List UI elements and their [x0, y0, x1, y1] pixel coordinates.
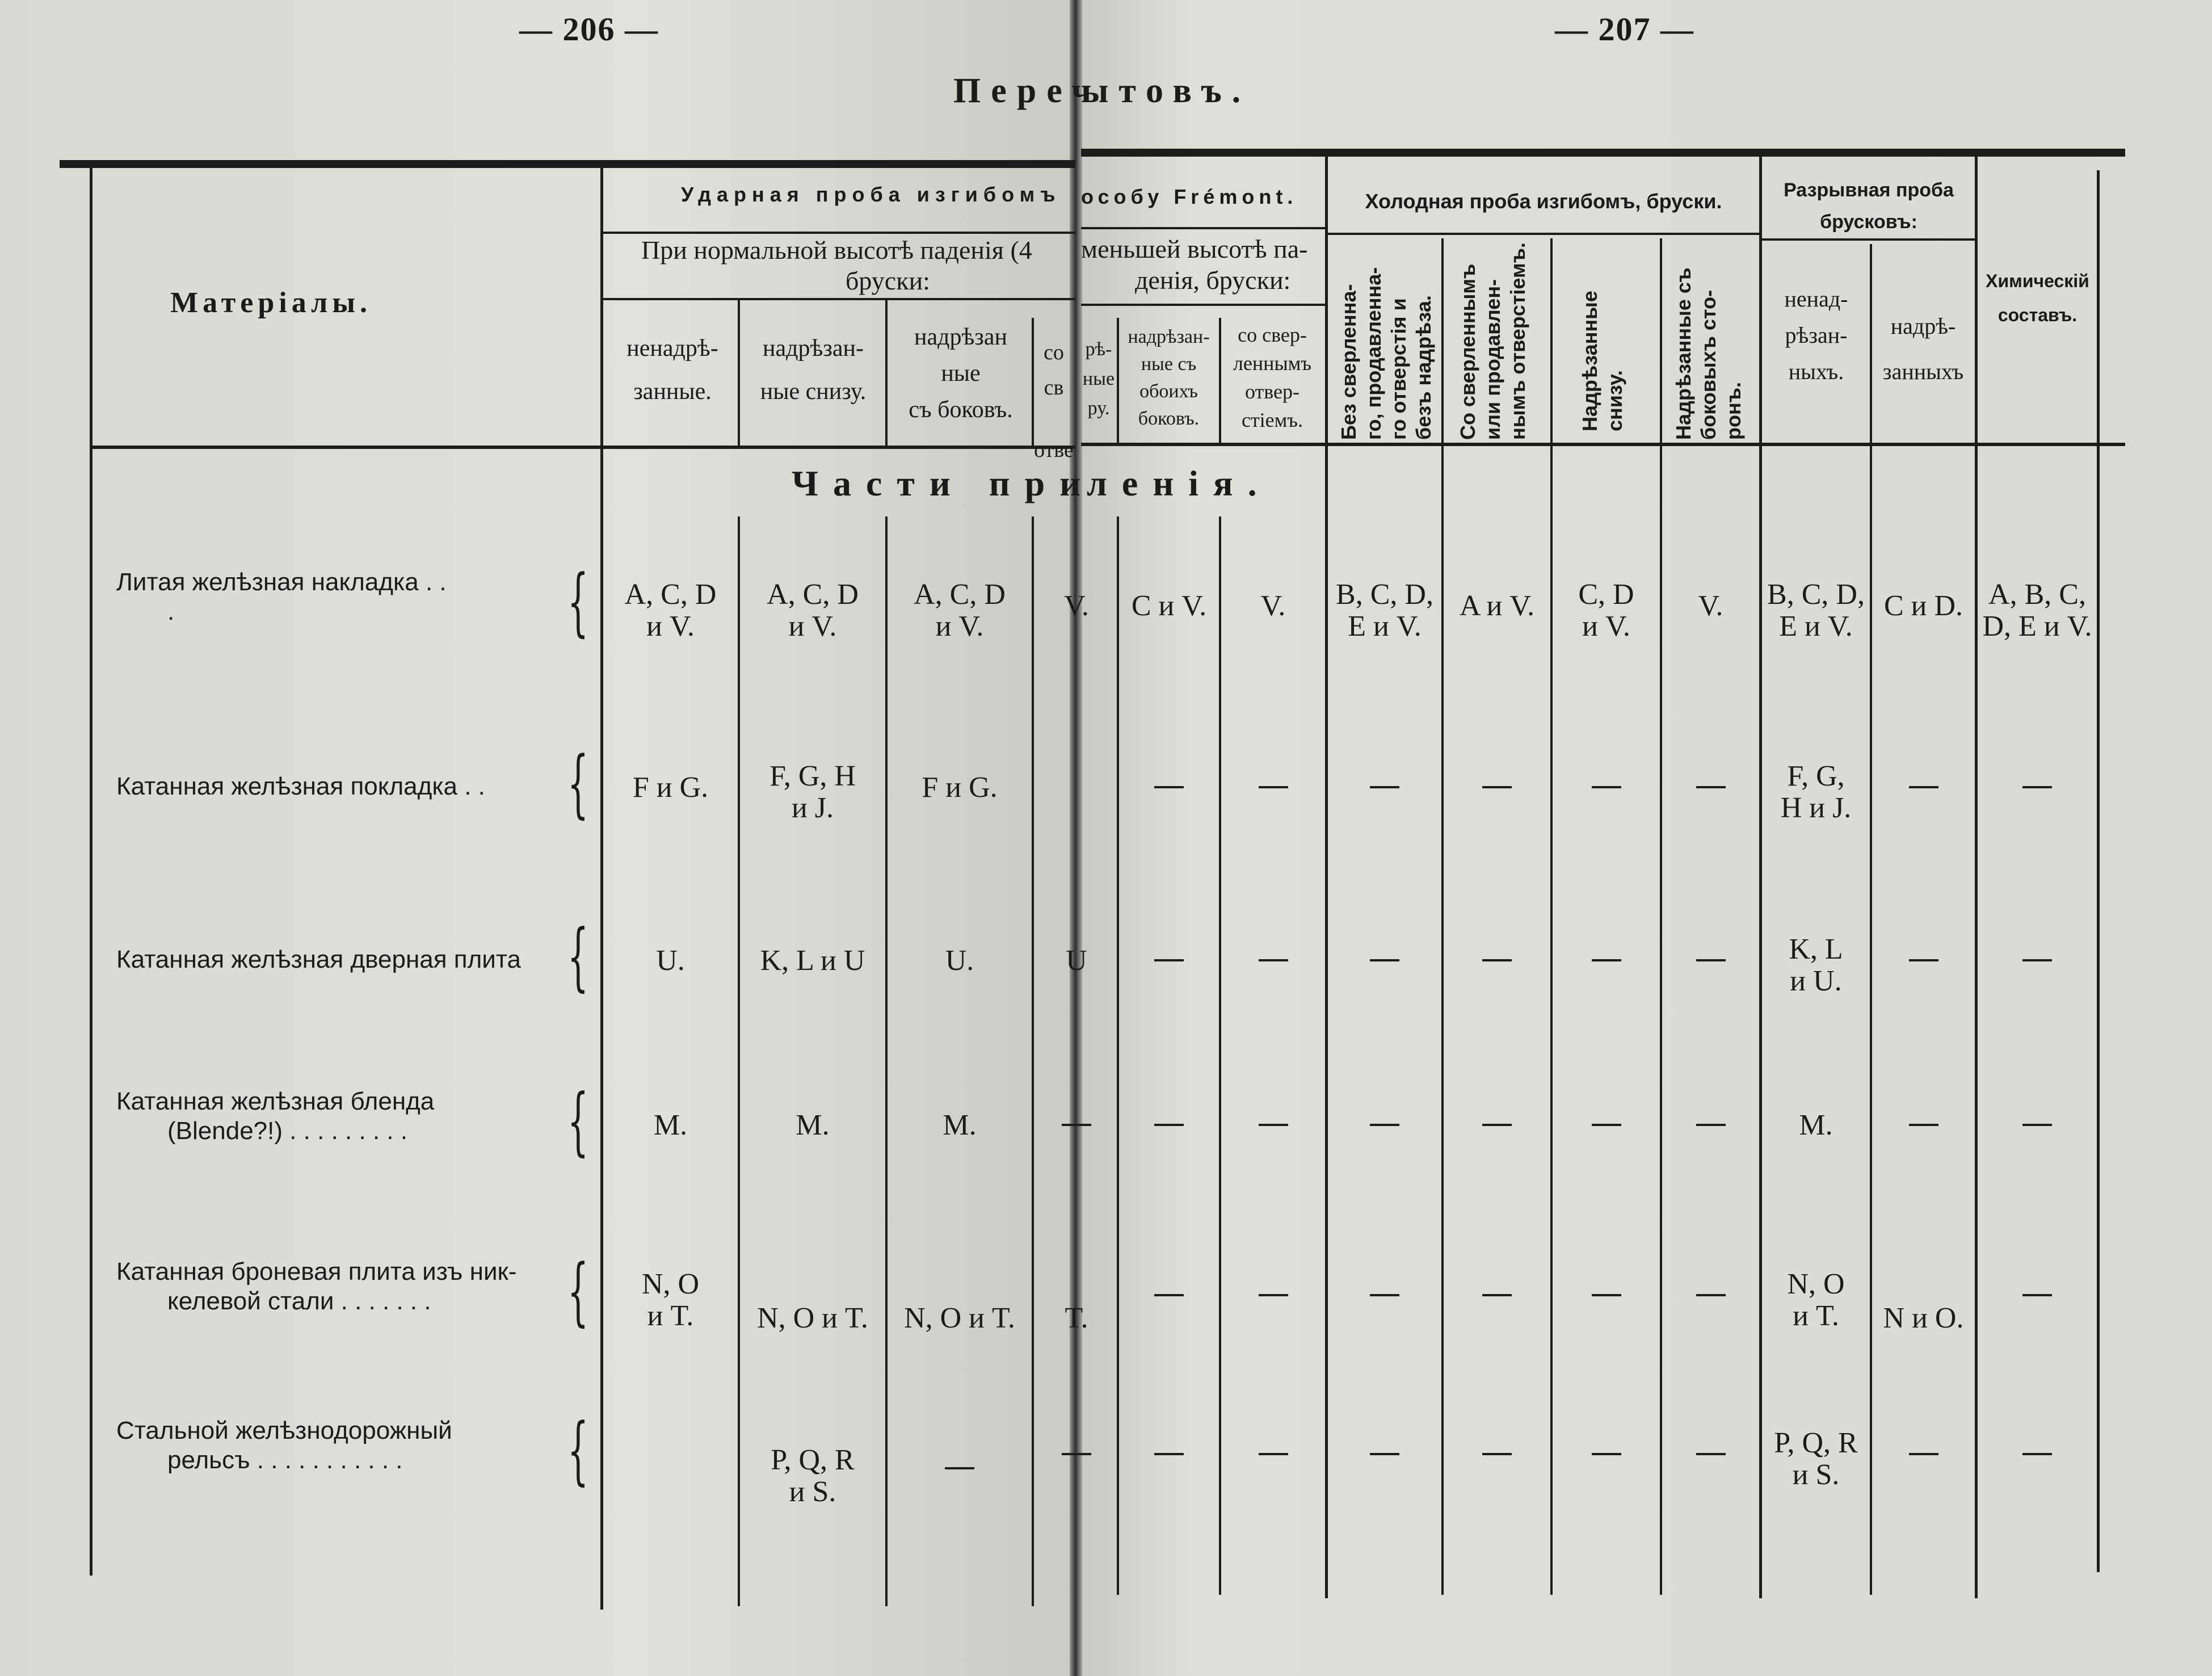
- rule-v-materials: [600, 168, 603, 1610]
- rule-v-chem: [1975, 157, 1978, 1598]
- table-cell: F и G.: [922, 771, 998, 804]
- dash-mark: [1370, 1294, 1399, 1296]
- book-gutter: [1070, 0, 1082, 1676]
- normal-height-header-left2: бруски:: [846, 266, 930, 295]
- table-cell: N, O и T.: [641, 1268, 700, 1332]
- table-cell: P, Q, R и S.: [1774, 1427, 1858, 1491]
- col-notched-bottom-header: надрѣзан- ные снизу.: [760, 335, 867, 405]
- rule-h-tensile: [1762, 238, 1975, 241]
- rule-v-outer-right: [2097, 170, 2100, 1572]
- table-cell: V.: [1698, 590, 1723, 622]
- dash-mark: [1696, 1453, 1726, 1455]
- table-cell: K, L и U.: [1789, 933, 1843, 997]
- dash-mark: [1154, 1124, 1184, 1126]
- dash-mark: [1696, 959, 1726, 961]
- rule-v-c3: [885, 516, 888, 1606]
- col-unnotched-header: ненадрѣ- занные.: [626, 335, 718, 405]
- dash-mark: [1592, 1294, 1621, 1296]
- tensile-group-header: Разрывная проба брусковъ:: [1784, 179, 1954, 233]
- dash-mark: [1154, 786, 1184, 788]
- table-cell: K, L и U: [760, 944, 865, 977]
- lower-height-header-right2: денія, бруски:: [1135, 266, 1291, 295]
- dash-mark: [1370, 1453, 1399, 1455]
- rule-h-normal: [603, 298, 1075, 300]
- dash-mark: [1909, 786, 1938, 788]
- table-cell: U.: [656, 944, 685, 977]
- page-title-left: Переч: [953, 72, 1102, 110]
- dash-mark: [1062, 1124, 1091, 1126]
- material-name: Стальной желѣзнодорожный рельсъ . . . . . . . . . . .: [116, 1417, 452, 1474]
- brace-mark: {: [567, 913, 589, 999]
- rule-h-impact-r: [1081, 227, 1325, 229]
- dash-mark: [1259, 786, 1288, 788]
- dash-mark: [1482, 959, 1512, 961]
- col-drilled-header-right: рѣ- ные ру.: [1082, 339, 1115, 419]
- rule-v-c4: [1032, 516, 1034, 1606]
- rule-v-cold4: [1660, 238, 1662, 1595]
- dash-mark: [1259, 1294, 1288, 1296]
- table-cell: M.: [1799, 1109, 1833, 1141]
- dash-mark: [1259, 1453, 1288, 1455]
- rule-v-tensile: [1759, 157, 1762, 1598]
- header-rule-left: [91, 446, 1075, 449]
- table-cell: N, O и T.: [1787, 1268, 1845, 1332]
- cold-col-1-header: Без сверленна- го, продавленна- го отверстія и безъ надрѣза.: [1337, 267, 1435, 440]
- rule-v-h2: [885, 298, 888, 446]
- col-notched-both-header: надрѣзан- ные съ обоихъ боковъ.: [1128, 326, 1210, 429]
- chem-header: Химическій составъ.: [1986, 271, 2089, 325]
- dash-mark: [1482, 1124, 1512, 1126]
- table-cell: M.: [796, 1109, 830, 1141]
- rule-v-tensile2: [1870, 244, 1872, 1595]
- table-cell: C и V.: [1131, 590, 1207, 622]
- cold-col-4-header: Надрѣзанные съ боковыхъ сто- ронъ.: [1672, 267, 1745, 440]
- rule-v-c2: [738, 516, 740, 1606]
- dash-mark: [1259, 1124, 1288, 1126]
- page-number-left: — 206 —: [519, 11, 659, 48]
- dash-mark: [1154, 1294, 1184, 1296]
- lower-height-header-right: меньшей высотѣ па-: [1081, 234, 1308, 263]
- dash-mark: [1909, 1453, 1938, 1455]
- cold-group-header: Холодная проба изгибомъ, бруски.: [1365, 190, 1722, 213]
- table-cell: N, O и T.: [904, 1302, 1015, 1334]
- impact-group-header-left: Ударная проба изгибомъ: [681, 183, 1061, 206]
- dash-mark: [1909, 1124, 1938, 1126]
- brace-mark: {: [567, 1407, 589, 1493]
- table-cell: C и D.: [1883, 590, 1963, 622]
- dash-mark: [1909, 959, 1938, 961]
- table-cell: A и V.: [1459, 590, 1535, 622]
- table-cell: F, G, H и J.: [1780, 760, 1852, 824]
- dash-mark: [1154, 1453, 1184, 1455]
- dash-mark: [1370, 786, 1399, 788]
- rule-h-normal-r: [1081, 304, 1325, 306]
- table-cell: B, C, D, E и V.: [1767, 578, 1865, 642]
- table-cell: A, C, D и V.: [767, 578, 859, 642]
- dash-mark: [2022, 786, 2052, 788]
- rule-v-outer-left: [90, 168, 92, 1576]
- table-cell: U.: [945, 944, 974, 977]
- header-rule-right: [1081, 443, 2125, 446]
- tensile-unnotched-header: ненад- рѣзан- ныхъ.: [1784, 286, 1848, 384]
- rule-v-h1: [738, 298, 740, 446]
- section-title-left: Части при: [792, 463, 1096, 503]
- dash-mark: [1696, 1294, 1726, 1296]
- rule-h-cold: [1328, 233, 1759, 235]
- material-name: Катанная броневая плита изъ ник- келевой стали . . . . . . .: [116, 1258, 517, 1315]
- dash-mark: [2022, 1294, 2052, 1296]
- dash-mark: [1370, 1124, 1399, 1126]
- dash-mark: [1592, 959, 1621, 961]
- page-title-right: ытовъ.: [1081, 72, 1251, 110]
- dash-mark: [1370, 959, 1399, 961]
- table-cell: V.: [1260, 590, 1286, 622]
- dash-mark: [1482, 1453, 1512, 1455]
- table-cell: M.: [943, 1109, 977, 1141]
- table-cell: P, Q, R и S.: [771, 1444, 855, 1508]
- table-cell: T.: [1065, 1302, 1088, 1334]
- col-drilled-hole-header: со свер- леннымъ отвер- стіемъ.: [1233, 324, 1312, 431]
- rule-v-c5: [1117, 516, 1119, 1595]
- dash-mark: [1482, 786, 1512, 788]
- table-cell: A, B, C, D, E и V.: [1982, 578, 2092, 642]
- tensile-notched-header: надрѣ- занныхъ: [1882, 313, 1964, 384]
- dash-mark: [1696, 1124, 1726, 1126]
- dash-mark: [1482, 1294, 1512, 1296]
- rule-v-cold: [1325, 157, 1328, 1598]
- rule-v-c6: [1219, 516, 1221, 1595]
- material-name: Катанная желѣзная покладка . .: [116, 772, 485, 800]
- dash-mark: [2022, 959, 2052, 961]
- dash-mark: [1592, 786, 1621, 788]
- table-cell: V.: [1064, 590, 1089, 622]
- page-number-right: — 207 —: [1555, 11, 1694, 48]
- dash-mark: [1062, 1453, 1091, 1455]
- cold-col-3-header: Надрѣзанные снизу.: [1578, 291, 1626, 431]
- material-name: Литая желѣзная накладка . . .: [116, 568, 447, 625]
- dash-mark: [1696, 786, 1726, 788]
- brace-mark: {: [567, 558, 589, 645]
- table-top-rule-left: [60, 160, 1075, 168]
- brace-mark: {: [567, 1078, 589, 1164]
- dash-mark: [1154, 959, 1184, 961]
- col-notched-side-header: надрѣзан ные съ боковъ.: [909, 324, 1013, 423]
- impact-group-header-right: особу Frémont.: [1081, 185, 1298, 208]
- brace-mark: {: [567, 1248, 589, 1334]
- section-title-right: ленія.: [1087, 463, 1272, 503]
- table-cell: N и O.: [1883, 1302, 1964, 1334]
- material-name: Катанная желѣзная бленда (Blende?!) . . . . . . . . .: [116, 1087, 435, 1145]
- table-top-rule-right: [1081, 149, 2125, 157]
- table-cell: A, C, D и V.: [914, 578, 1006, 642]
- table-cell: U: [1066, 944, 1087, 977]
- rule-v-cold3: [1550, 238, 1553, 1595]
- dash-mark: [2022, 1453, 2052, 1455]
- table-cell: C, D и V.: [1578, 578, 1634, 642]
- table-cell: M.: [653, 1109, 688, 1141]
- material-name: Катанная желѣзная дверная плита: [116, 946, 521, 973]
- table-cell: F и G.: [632, 771, 709, 804]
- col-drilled-header-left: со св отве: [1034, 341, 1074, 462]
- cold-col-2-header: Со сверленнымъ или продавлен- нымъ отверстіемъ.: [1456, 242, 1529, 440]
- dash-mark: [945, 1467, 974, 1469]
- dash-mark: [1592, 1453, 1621, 1455]
- table-cell: N, O и T.: [757, 1302, 868, 1334]
- table-cell: B, C, D, E и V.: [1336, 578, 1433, 642]
- normal-height-header-left: При нормальной высотѣ паденія (4: [641, 236, 1032, 264]
- brace-mark: {: [567, 740, 589, 826]
- materials-header: Матеріалы.: [170, 287, 372, 319]
- dash-mark: [1259, 959, 1288, 961]
- table-cell: F, G, H и J.: [769, 760, 856, 824]
- rule-v-cold2: [1441, 238, 1444, 1595]
- dash-mark: [2022, 1124, 2052, 1126]
- dash-mark: [1592, 1124, 1621, 1126]
- table-cell: A, C, D и V.: [624, 578, 717, 642]
